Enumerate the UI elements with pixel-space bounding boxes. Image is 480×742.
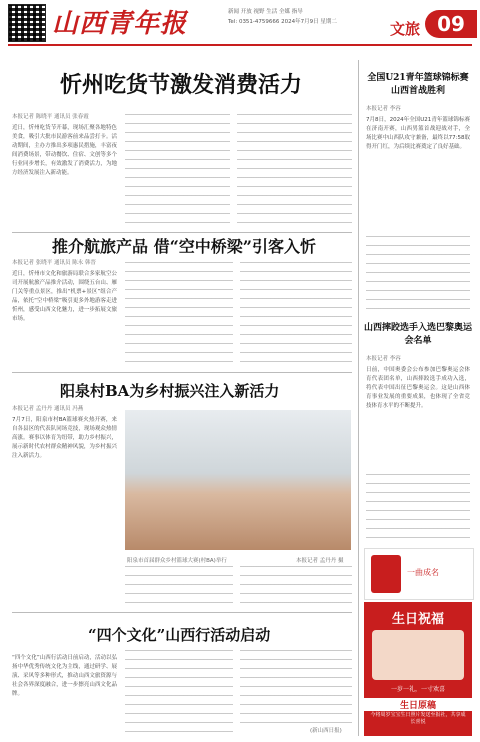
article-2-body-col2: [125, 262, 233, 366]
divider: [12, 372, 352, 373]
birthday-subtitle: 一岁一礼，一寸欢喜: [390, 686, 445, 693]
column-divider: [358, 60, 359, 736]
article-2-body-col1: 近日，忻州市文化和旅游局联合多家航空公司开展航旅产品推介活动，围绕五台山、雁门关等重点景区，推出“机票+景区”组合产品，依托“空中桥梁”吸引更多外地游客走进忻州，感受山西文化魅力，进一步拓展文旅市场。: [12, 271, 117, 322]
article-4-body-col3: [240, 650, 352, 724]
article-3-byline: 本报记者 孟丹丹 通讯员 冯燕: [12, 406, 84, 412]
article-1-byline: 本报记者 陈晓平 通讯员 张春霞: [12, 114, 89, 120]
article-2-body-col3: [240, 262, 352, 366]
article-3-body-col2: [125, 566, 233, 606]
article-6-body-more: [366, 474, 470, 544]
advertisement-box: [364, 548, 474, 600]
article-1-body-col3: [237, 114, 352, 224]
photo-caption: 阳泉市首届群众乡村篮球大赛(村BA)举行: [127, 558, 227, 564]
birthday-title: 生日祝福: [391, 612, 444, 627]
birthday-note: 今将周岁宝宝生日照片发送至报社，共享成长喜悦: [370, 712, 466, 725]
header-rule: [8, 44, 472, 46]
divider: [12, 232, 352, 233]
header-info-line1: 新闻 开放 视野 生活 全媒 指导: [228, 9, 303, 15]
article-3-title: 阳泉村BA为乡村振兴注入新活力: [60, 382, 280, 400]
article-2-title: 推介航旅产品 借“空中桥梁”引客入忻: [52, 237, 316, 256]
article-2-byline: 本报记者 张晓平 通讯员 陈永 韩晋: [12, 260, 96, 266]
article-1-body-col1: 近日，忻州吃货节开幕，现场汇聚各地特色美食，吸引大批市民游客前来品尝打卡。活动期间，主办方推出多项惠民措施，丰富夜间消费场景，带动餐饮、住宿、文创等多个行业同步增长，有效激发了消费活力，为地方经济发展注入新动能。: [12, 125, 117, 176]
article-6-title: 山西摔跤选手入选巴黎奥运会名单: [364, 323, 473, 346]
article-4-body-col2: [125, 650, 233, 732]
birthday-notice-title: 生日原稿: [364, 698, 472, 711]
article-5-body-more: [366, 236, 470, 316]
article-5-body: 7月8日，2024年全国U21青年篮球锦标赛在济南开赛，山西男篮首战迎战对手，全场比赛中山西队攻守兼备，最终以77:58取得开门红，为后续比赛奠定了良好基础。: [366, 117, 470, 150]
photo-credit: 本报记者 孟丹丹 摄: [296, 558, 344, 564]
page-number: 09: [425, 10, 477, 38]
article-4-body-col1: “四个文化”山西行活动日前启动，活动以弘扬中华优秀传统文化为主线，通过研学、展演、采风等多种形式，推动山西文旅资源与社会各界深度融合，进一步擦亮山西文化品牌。: [12, 655, 117, 697]
article-1-title: 忻州吃货节激发消费活力: [60, 72, 303, 98]
article-3-body-col3: [240, 566, 352, 606]
ad-text: 一曲成名: [407, 568, 439, 577]
section-tag: 文旅: [390, 20, 421, 38]
qr-code-icon: [8, 4, 46, 42]
article-4-end-note: (新山西日报): [310, 728, 342, 734]
baby-photo: [372, 630, 464, 680]
divider: [12, 612, 352, 613]
article-5-title: 全国U21青年篮球锦标赛山西首战胜利: [367, 73, 469, 96]
article-3-body-col1: 7月7日，阳泉市村BA篮球赛火热开赛，来自各县区的代表队同场竞技，现场观众热情高涨。赛事以体育为纽带，助力乡村振兴，展示新时代农村群众精神风貌，为乡村振兴注入新活力。: [12, 417, 117, 459]
header-info-line2: Tel: 0351-4759666 2024年7月9日 星期二: [228, 19, 337, 25]
article-6-byline: 本报记者 李容: [366, 356, 401, 362]
article-6-body: 日前，中国奥委会公布参加巴黎奥运会体育代表团名单，山西摔跤选手成功入选，将代表中国出征巴黎奥运会。这是山西体育事业发展的重要成果，也体现了全省竞技体育水平的不断提升。: [366, 367, 470, 409]
article-4-title: “四个文化”山西行活动启动: [88, 626, 271, 644]
masthead: 山西青年报: [52, 9, 188, 39]
article-5-byline: 本报记者 李容: [366, 106, 401, 112]
article-1-body-col2: [125, 114, 230, 224]
basketball-game-photo: [125, 410, 351, 550]
birthday-greeting-box: [364, 602, 472, 736]
